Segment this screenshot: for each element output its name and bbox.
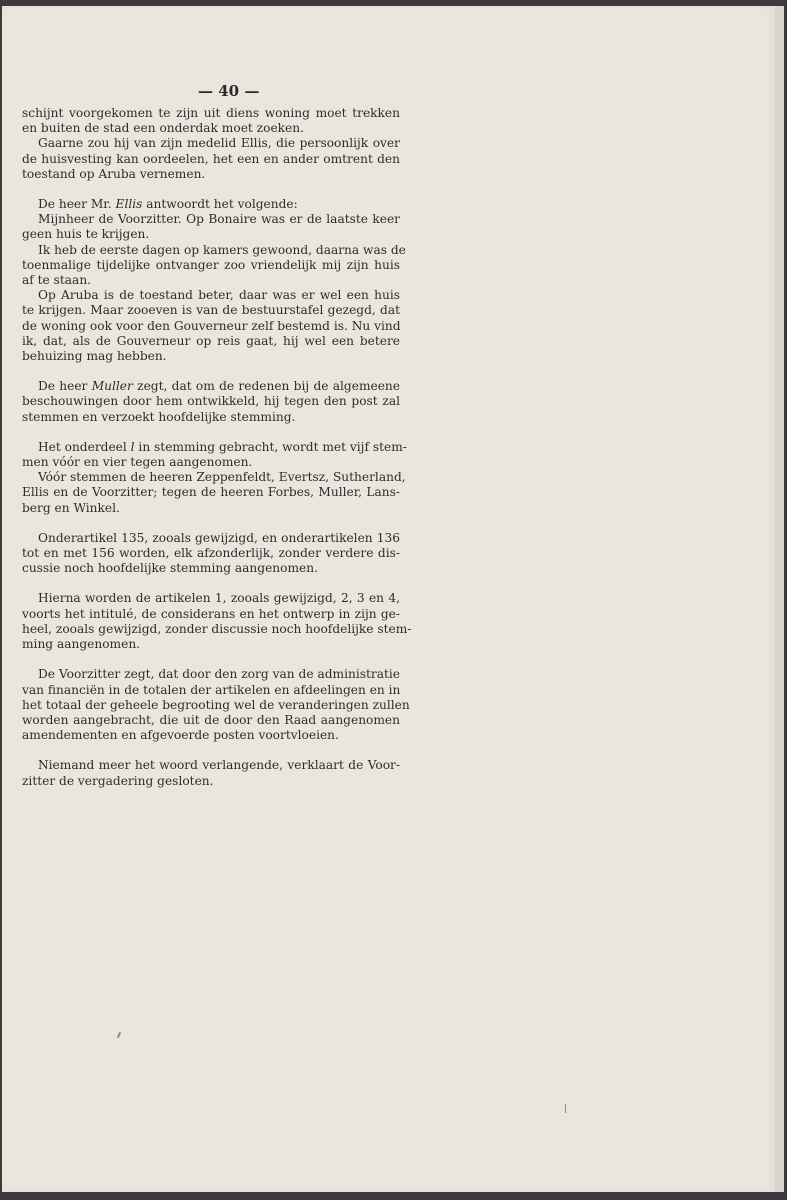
text-line: toestand op Aruba vernemen.: [22, 166, 206, 181]
text-line: men vóór en vier tegen aangenomen.: [22, 455, 253, 470]
paragraph: [22, 136, 400, 182]
paragraph: [22, 212, 400, 242]
paragraph: [22, 531, 400, 577]
text-line: toenmalige tijdelijke ontvanger zoo vriendelijk mij zijn huis: [22, 257, 400, 272]
text-line: cussie noch hoofdelijke stemming aangenomen.: [22, 561, 318, 576]
text-line: Mijnheer de Voorzitter. Op Bonaire was er de laatste keer: [38, 212, 400, 227]
paragraph: [22, 288, 400, 364]
page-edge: [775, 6, 784, 1192]
text-line: worden aangebracht, die uit de door den Raad aangenomen: [22, 712, 400, 727]
paragraph: [22, 470, 406, 516]
document-body: [22, 106, 412, 789]
text-line: en buiten de stad een onderdak moet zoeken.: [22, 121, 304, 136]
text-line: [22, 379, 400, 394]
text-line: geen huis te krijgen.: [22, 227, 150, 242]
text-line: schijnt voorgekomen te zijn uit diens woning moet trekken: [22, 106, 400, 120]
text-line: stemmen en verzoekt hoofdelijke stemming.: [22, 409, 296, 424]
paper-speck: [565, 1104, 566, 1113]
text-run: De heer Mr.: [38, 197, 116, 212]
text-line: tot en met 156 worden, elk afzonderlijk, zonder verdere dis-: [22, 546, 400, 561]
text-line: Niemand meer het woord verlangende, verklaart de Voor-: [38, 758, 400, 773]
text-line: berg en Winkel.: [22, 500, 120, 515]
text-line: de huisvesting kan oordeelen, het een en ander omtrent den: [22, 151, 400, 166]
text-line: Ellis en de Voorzitter; tegen de heeren Forbes, Muller, Lans-: [22, 485, 400, 500]
paragraph: [22, 197, 400, 212]
text-line: Hierna worden de artikelen 1, zooals gewijzigd, 2, 3 en 4,: [38, 591, 400, 606]
text-line: ik, dat, als de Gouverneur op reis gaat, hij wel een betere: [22, 333, 400, 348]
text-run: in stemming gebracht, wordt met vijf stem-: [134, 439, 407, 454]
text-line: beschouwingen door hem ontwikkeld, hij tegen den post zal: [22, 394, 400, 409]
text-line: Gaarne zou hij van zijn medelid Ellis, die persoonlijk over: [38, 136, 400, 151]
text-line: amendementen en afgevoerde posten voortvloeien.: [22, 728, 339, 743]
text-line: Vóór stemmen de heeren Zeppenfeldt, Evertsz, Sutherland,: [38, 470, 406, 485]
paragraph: [22, 106, 400, 136]
italic-name: l: [130, 439, 135, 454]
text-line: Ik heb de eerste dagen op kamers gewoond, daarna was de: [38, 242, 406, 257]
text-line: Op Aruba is de toestand beter, daar was er wel een huis: [38, 288, 400, 303]
italic-name: Muller: [91, 379, 133, 394]
text-line: de woning ook voor den Gouverneur zelf bestemd is. Nu vind: [22, 318, 401, 333]
text-run: zegt, dat om de redenen bij de algemeene: [132, 379, 400, 394]
paragraph: [22, 591, 412, 652]
text-line: [22, 439, 407, 455]
text-line: Onderartikel 135, zooals gewijzigd, en onderartikelen 136: [38, 530, 400, 545]
text-line: voorts het intitulé, de considerans en het ontwerp in zijn ge-: [22, 606, 400, 621]
text-line: van financiën in de totalen der artikelen en afdeelingen en in: [22, 682, 401, 697]
paragraph: [22, 758, 400, 788]
paragraph: [22, 379, 400, 425]
italic-name: Ellis: [115, 197, 143, 212]
text-line: het totaal der geheele begrooting wel de veranderingen zullen: [22, 697, 410, 712]
text-line: behuizing mag hebben.: [22, 349, 167, 364]
text-line: zitter de vergadering gesloten.: [22, 773, 214, 788]
text-line: af te staan.: [22, 273, 92, 288]
text-line: De Voorzitter zegt, dat door den zorg van de administratie: [38, 667, 400, 682]
text-run: Het onderdeel: [38, 439, 131, 454]
text-run: De heer: [38, 379, 92, 394]
page-number: — 40 —: [198, 82, 260, 100]
paragraph: [22, 242, 406, 289]
text-line: [22, 197, 400, 212]
paragraph: [22, 439, 407, 470]
text-run: antwoordt het volgende:: [142, 197, 298, 212]
paragraph: [22, 667, 410, 743]
text-line: heel, zooals gewijzigd, zonder discussie noch hoofdelijke stem-: [22, 621, 412, 636]
text-line: te krijgen. Maar zooeven is van de bestuurstafel gezegd, dat: [22, 303, 400, 318]
text-line: ming aangenomen.: [22, 637, 141, 652]
